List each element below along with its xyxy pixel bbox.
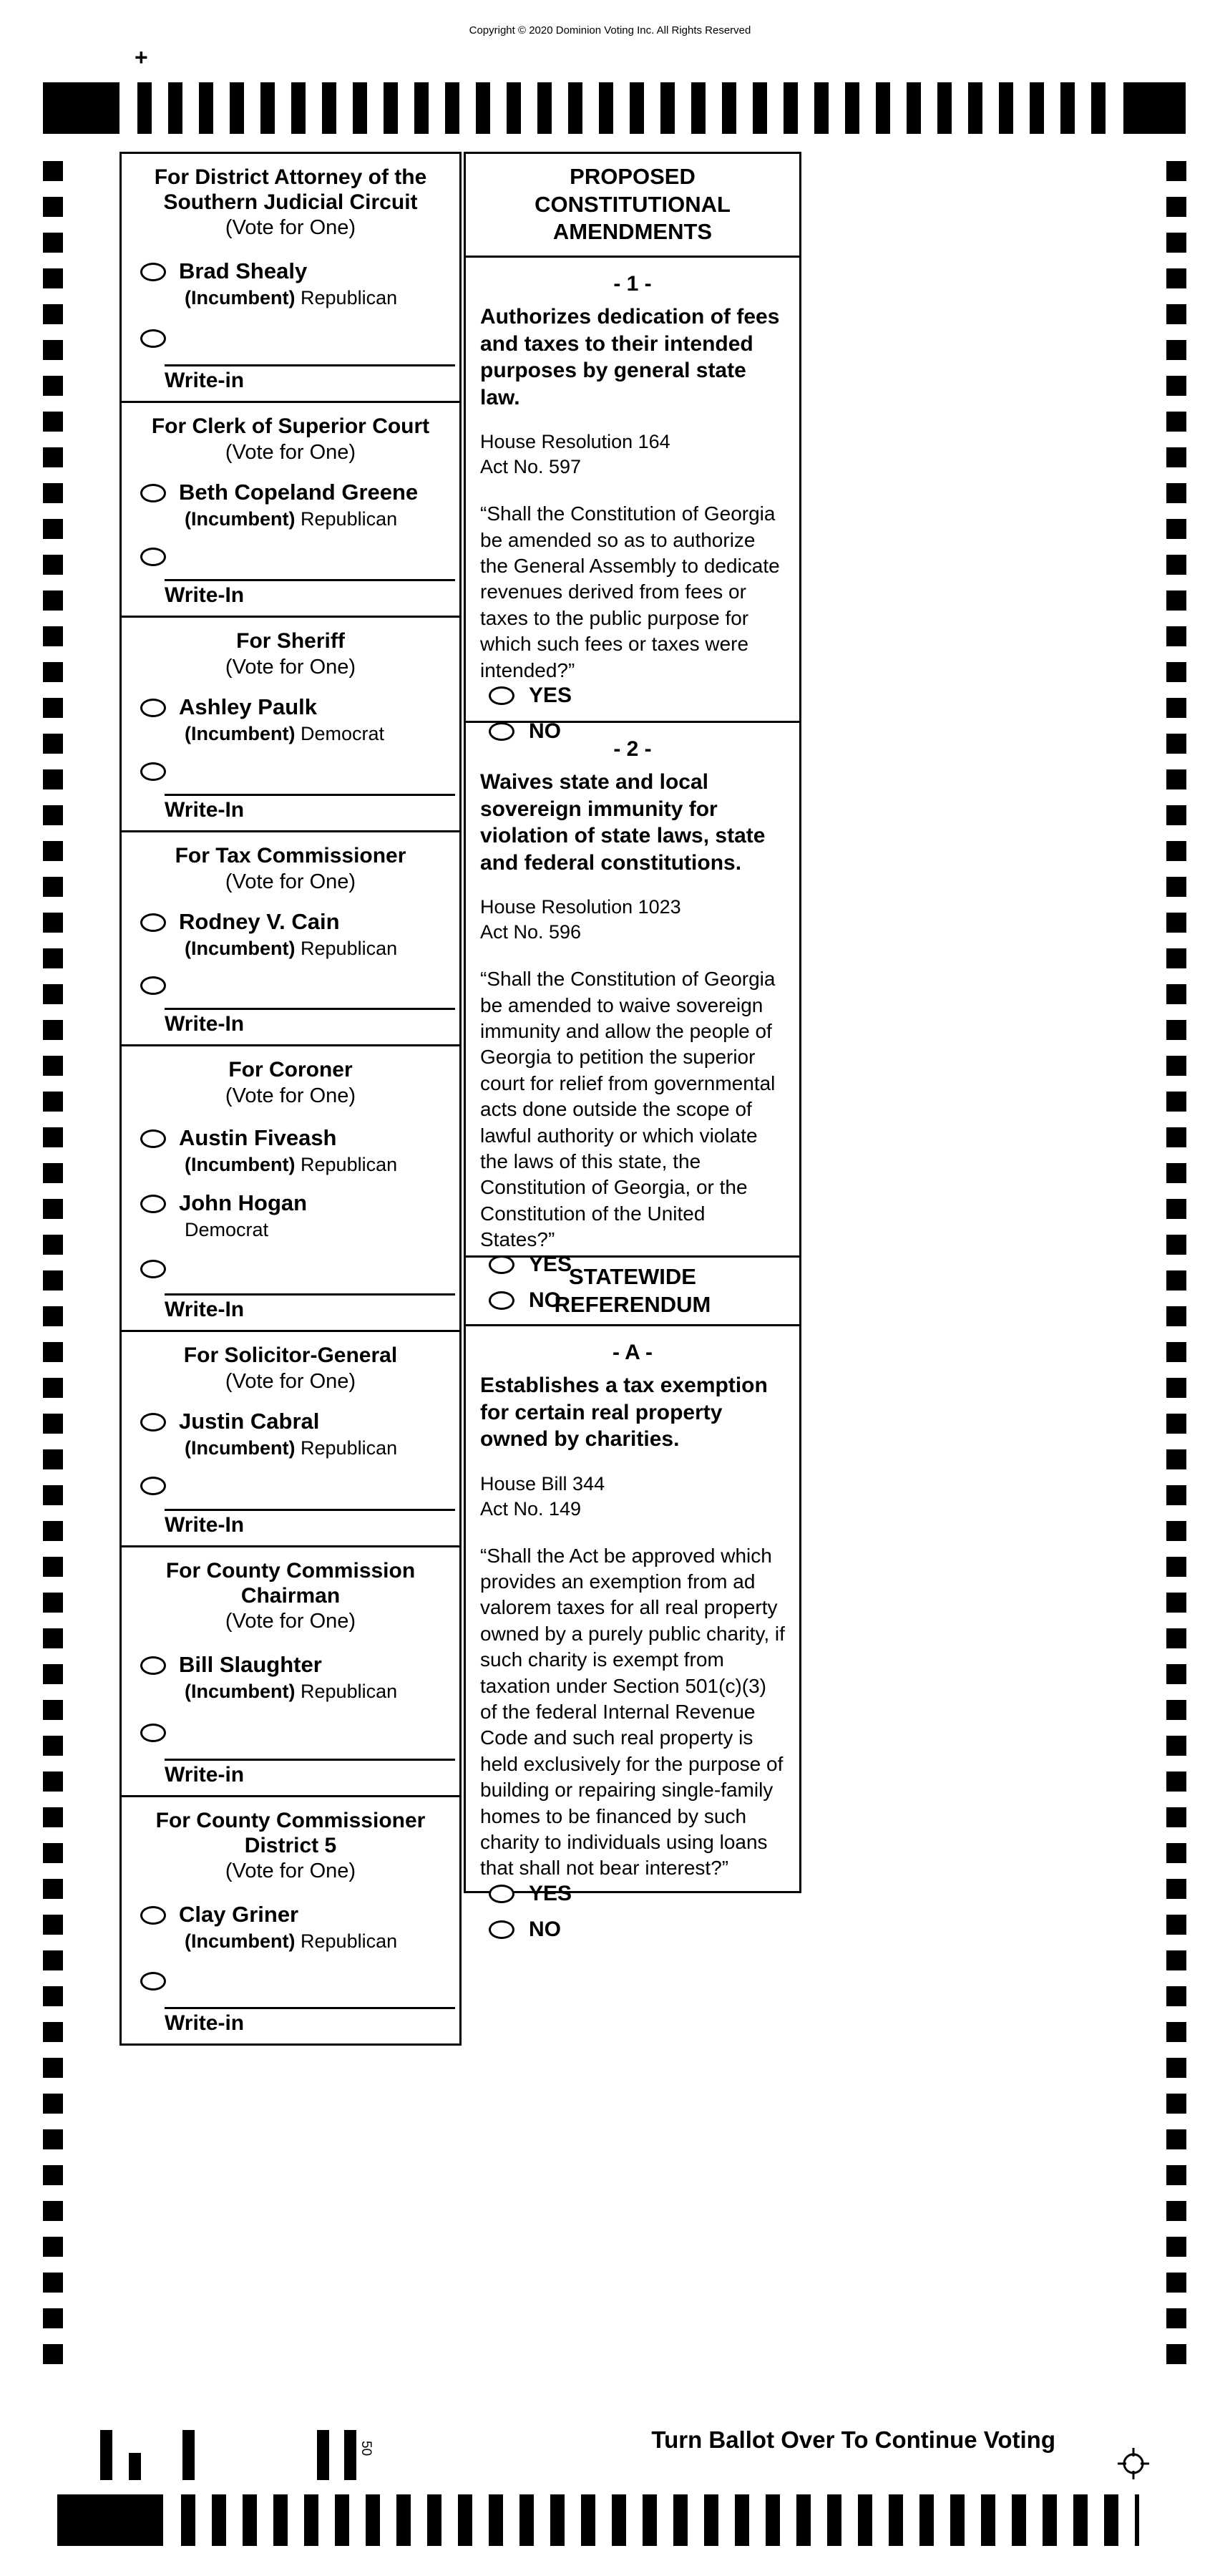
candidate-zone: [122, 1633, 459, 1759]
party-label: Democrat: [185, 1218, 269, 1240]
vote-oval[interactable]: [140, 1195, 166, 1213]
measure-ref-line: House Bill 344: [480, 1472, 605, 1494]
candidate-row: [140, 1409, 452, 1459]
candidate-info: [179, 1653, 397, 1703]
candidate-info: [179, 480, 418, 530]
yes-label: YES: [529, 1881, 572, 1905]
barcode-bar-icon: [129, 2453, 141, 2480]
measure-question: “Shall the Constitution of Georgia be amended to waive sovereign immunity and allow the people of Georgia to petition the superior court for relief from governmental acts done outside the scope of lawful authority or which violate the laws of this state, the Constitution of Georgia, or the Constitution of the United States?”: [480, 968, 776, 1251]
write-in-area[interactable]: [122, 579, 459, 616]
candidate-zone: [122, 240, 459, 364]
candidate-info: [179, 1191, 307, 1241]
referendum-a: [464, 1324, 801, 1941]
incumbent-label: (Incumbent): [185, 1930, 296, 1952]
left-timing-marks: [43, 161, 63, 2364]
stub-number: 50: [358, 2441, 374, 2456]
candidate-party: [185, 1437, 397, 1459]
write-in-oval[interactable]: [140, 548, 166, 566]
incumbent-label: (Incumbent): [185, 508, 296, 530]
candidate-party: [185, 1154, 397, 1176]
yes-option: [489, 684, 785, 708]
candidate-row: [140, 695, 452, 745]
write-in-area[interactable]: [122, 2007, 459, 2043]
party-label: Republican: [301, 1153, 398, 1175]
incumbent-label: (Incumbent): [185, 723, 296, 745]
party-label: Republican: [301, 508, 398, 530]
no-label: NO: [529, 1288, 561, 1313]
candidate-zone: [122, 1394, 459, 1510]
vote-oval[interactable]: [140, 913, 166, 932]
contest-county-commission-chairman: [119, 1545, 462, 1797]
barcode-bar-icon: [182, 2430, 195, 2480]
party-label: Republican: [301, 287, 398, 309]
write-in-oval[interactable]: [140, 762, 166, 781]
write-in-oval[interactable]: [140, 1724, 166, 1742]
contest-clerk-superior-court: [119, 401, 462, 618]
contest-title: For Solicitor-General: [183, 1343, 398, 1367]
measure-summary: Establishes a tax exemption for certain real property owned by charities.: [480, 1374, 768, 1451]
measure-ref-line: Act No. 149: [480, 1497, 582, 1520]
measure-ref-line: House Resolution 164: [480, 431, 670, 452]
contests-column: [119, 152, 462, 2046]
candidate-zone: [122, 1108, 459, 1294]
party-label: Republican: [301, 1437, 398, 1459]
candidate-row: [140, 1191, 452, 1241]
yes-label: YES: [529, 1253, 572, 1277]
write-in-label: Write-In: [165, 1012, 245, 1036]
candidate-row: [140, 259, 452, 309]
write-in-row: [140, 759, 452, 781]
measure-summary: Authorizes dedication of fees and taxes to their intended purposes by general state law.: [480, 305, 780, 409]
vote-for-one-label: (Vote for One): [225, 870, 356, 893]
vote-for-one-label: (Vote for One): [225, 440, 356, 464]
yes-oval[interactable]: [489, 686, 514, 705]
candidate-party: [185, 1219, 307, 1241]
write-in-oval[interactable]: [140, 1477, 166, 1495]
no-label: NO: [529, 719, 561, 743]
contest-title: For Coroner: [228, 1058, 353, 1082]
candidate-zone: [122, 1883, 459, 2007]
yes-label: YES: [529, 683, 572, 707]
candidate-party: [185, 1681, 397, 1703]
vote-oval[interactable]: [140, 1413, 166, 1432]
vote-oval[interactable]: [140, 699, 166, 717]
contest-title: For Tax Commissioner: [175, 844, 406, 867]
candidate-info: [179, 910, 397, 960]
amendment-1: [464, 256, 801, 743]
write-in-area[interactable]: [122, 1008, 459, 1044]
plus-registration-icon: +: [135, 44, 148, 70]
no-oval[interactable]: [489, 1920, 514, 1939]
candidate-info: [179, 1409, 397, 1459]
write-in-label: Write-In: [165, 798, 245, 822]
contest-title: For District Attorney of the Southern Judicial Circuit: [154, 165, 427, 214]
candidate-name: Brad Shealy: [179, 258, 308, 283]
top-timing-marks: [43, 82, 1186, 134]
candidate-name: Bill Slaughter: [179, 1652, 322, 1678]
write-in-row: [140, 326, 452, 348]
candidate-name: Beth Copeland Greene: [179, 479, 419, 505]
no-label: NO: [529, 1917, 561, 1941]
write-in-oval[interactable]: [140, 1972, 166, 1991]
vote-for-one-label: (Vote for One): [225, 1369, 356, 1393]
incumbent-label: (Incumbent): [185, 1153, 296, 1175]
candidate-name: John Hogan: [179, 1190, 308, 1215]
contest-district-attorney: [119, 152, 462, 403]
measure-number: - 2 -: [613, 737, 652, 761]
registration-target-icon: [1116, 2446, 1151, 2481]
measure-ref-line: House Resolution 1023: [480, 896, 681, 918]
contest-solicitor-general: [119, 1330, 462, 1547]
no-oval[interactable]: [489, 1291, 514, 1310]
candidate-party: [185, 1930, 397, 1953]
candidate-info: [179, 259, 397, 309]
incumbent-label: (Incumbent): [185, 1681, 296, 1703]
candidate-row: [140, 480, 452, 530]
right-timing-marks: [1166, 161, 1186, 2364]
yes-oval[interactable]: [489, 1255, 514, 1274]
candidate-party: [185, 938, 397, 960]
contest-county-commissioner-district-5: [119, 1795, 462, 2046]
party-label: Republican: [301, 1681, 398, 1703]
turn-ballot-over-text: Turn Ballot Over To Continue Voting: [651, 2426, 1055, 2453]
candidate-info: [179, 1902, 397, 1953]
vote-for-one-label: (Vote for One): [225, 1084, 356, 1107]
measure-references: [466, 1472, 799, 1522]
barcode-bar-icon: [344, 2430, 356, 2480]
measure-references: [466, 429, 799, 480]
party-label: Democrat: [301, 723, 385, 745]
vote-oval[interactable]: [140, 1906, 166, 1925]
measure-number: - 1 -: [613, 272, 652, 296]
candidate-name: Clay Griner: [179, 1901, 299, 1927]
write-in-label: Write-in: [165, 2011, 245, 2035]
incumbent-label: (Incumbent): [185, 287, 296, 309]
candidate-info: [179, 1126, 397, 1176]
amendments-header-text: PROPOSED CONSTITUTIONAL AMENDMENTS: [535, 163, 731, 245]
write-in-row: [140, 973, 452, 995]
barcode-bar-icon: [100, 2430, 112, 2480]
candidate-zone: [122, 894, 459, 1008]
write-in-row: [140, 1968, 452, 1991]
contest-title: For Clerk of Superior Court: [151, 414, 430, 438]
measure-summary: Waives state and local sovereign immunity for violation of state laws, state and federal constitutions.: [480, 770, 766, 875]
contest-coroner: [119, 1044, 462, 1332]
measure-question: “Shall the Act be approved which provides an exemption from ad valorem taxes for all real property owned by a purely public charity, if such charity is exempt from taxation under Section 501(c)(3) of the federal Internal Revenue Code and such real property is held exclusively for the purpose of building or repairing single-family homes to be financed by such charity to individuals using loans that shall not bear interest?”: [480, 1544, 785, 1880]
contest-title: For County Commissioner District 5: [155, 1809, 426, 1857]
copyright-text: Copyright © 2020 Dominion Voting Inc. All Rights Reserved: [469, 24, 751, 37]
candidate-row: [140, 1653, 452, 1703]
vote-oval[interactable]: [140, 484, 166, 502]
timing-block-icon: [57, 2494, 163, 2546]
candidate-party: [185, 287, 397, 309]
contest-sheriff: [119, 616, 462, 832]
write-in-label: Write-In: [165, 1513, 245, 1537]
write-in-row: [140, 544, 452, 566]
candidate-info: [179, 695, 384, 745]
vote-for-one-label: (Vote for One): [225, 655, 356, 679]
write-in-area[interactable]: [122, 794, 459, 830]
write-in-area[interactable]: [122, 364, 459, 401]
vote-for-one-label: (Vote for One): [225, 216, 356, 239]
vote-for-one-label: (Vote for One): [225, 1610, 356, 1633]
write-in-oval[interactable]: [140, 976, 166, 995]
measure-number: - A -: [612, 1341, 653, 1364]
timing-bars-icon: [181, 2494, 1139, 2546]
write-in-row: [140, 1473, 452, 1495]
measure-question: “Shall the Constitution of Georgia be amended so as to authorize the General Assembly to dedicate revenues derived from fees or taxes to the public purpose for which such fees or taxes were intended?”: [480, 502, 780, 681]
measures-column: [464, 152, 801, 1941]
write-in-oval[interactable]: [140, 1260, 166, 1278]
vote-oval[interactable]: [140, 263, 166, 281]
party-label: Republican: [301, 1930, 398, 1952]
yes-option: [489, 1882, 785, 1906]
timing-bars-icon: [137, 82, 1106, 134]
write-in-area[interactable]: [122, 1293, 459, 1330]
vote-for-one-label: (Vote for One): [225, 1860, 356, 1882]
incumbent-label: (Incumbent): [185, 937, 296, 959]
barcode-bar-icon: [317, 2430, 329, 2480]
amendments-header: [464, 152, 801, 258]
candidate-party: [185, 723, 384, 745]
candidate-row: [140, 910, 452, 960]
bottom-timing-marks: [57, 2494, 1139, 2546]
write-in-row: [140, 1720, 452, 1742]
write-in-label: Write-In: [165, 1298, 245, 1321]
measure-ref-line: Act No. 596: [480, 921, 582, 943]
timing-block-icon: [1123, 82, 1186, 134]
contest-title: For County Commission Chairman: [165, 1559, 416, 1608]
write-in-label: Write-In: [165, 583, 245, 607]
vote-oval[interactable]: [140, 1129, 166, 1148]
contest-title: For Sheriff: [236, 629, 345, 653]
party-label: Republican: [301, 937, 398, 959]
measure-options: [466, 1882, 799, 1953]
write-in-row: [140, 1256, 452, 1278]
contest-tax-commissioner: [119, 830, 462, 1046]
write-in-area[interactable]: [122, 1509, 459, 1545]
candidate-row: [140, 1126, 452, 1176]
candidate-row: [140, 1902, 452, 1953]
vote-oval[interactable]: [140, 1656, 166, 1675]
referendum-header-text: STATEWIDE REFERENDUM: [554, 1263, 711, 1317]
candidate-zone: [122, 679, 459, 794]
write-in-label: Write-in: [165, 369, 245, 392]
candidate-name: Ashley Paulk: [179, 694, 317, 719]
incumbent-label: (Incumbent): [185, 1437, 296, 1459]
write-in-oval[interactable]: [140, 329, 166, 348]
candidate-party: [185, 508, 418, 530]
candidate-name: Justin Cabral: [179, 1409, 320, 1434]
measure-ref-line: Act No. 597: [480, 456, 582, 478]
candidate-name: Austin Fiveash: [179, 1124, 337, 1150]
candidate-zone: [122, 465, 459, 580]
measure-references: [466, 895, 799, 945]
yes-oval[interactable]: [489, 1885, 514, 1903]
write-in-area[interactable]: [122, 1759, 459, 1795]
write-in-label: Write-in: [165, 1763, 245, 1787]
no-option: [489, 1918, 785, 1942]
candidate-name: Rodney V. Cain: [179, 908, 340, 934]
timing-block-icon: [43, 82, 119, 134]
